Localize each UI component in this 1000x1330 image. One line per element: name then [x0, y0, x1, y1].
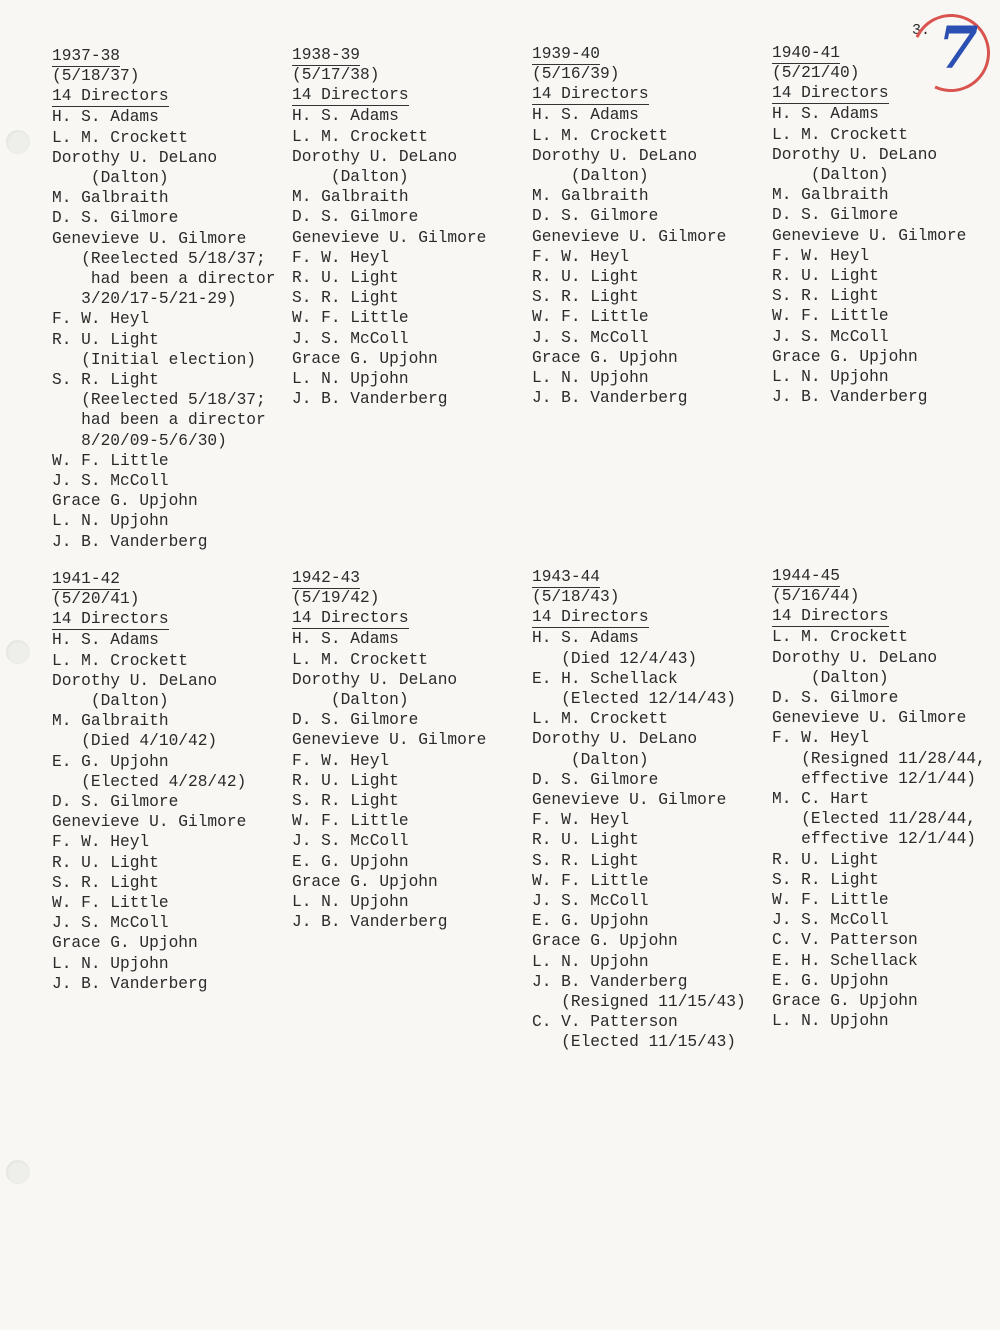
director-note: (Elected 11/28/44,	[772, 810, 976, 829]
director-name: M. Galbraith	[52, 712, 169, 731]
director-name: L. N. Upjohn	[532, 369, 649, 388]
director-note: (Dalton)	[532, 750, 649, 769]
director-name: S. R. Light	[772, 870, 879, 889]
election-date: (5/18/37)	[52, 67, 140, 86]
director-note: (Dalton)	[772, 166, 889, 185]
fiscal-year: 1941-42	[52, 570, 120, 588]
election-date: (5/18/43)	[532, 588, 620, 607]
director-name: R. U. Light	[532, 268, 639, 287]
director-column-1937-38	[52, 46, 275, 552]
director-name: D. S. Gilmore	[532, 207, 659, 226]
director-note: (Reelected 5/18/37;	[52, 391, 266, 410]
director-name: W. F. Little	[532, 308, 649, 327]
director-name: C. V. Patterson	[772, 931, 918, 950]
director-name: E. G. Upjohn	[52, 752, 169, 771]
director-name: E. G. Upjohn	[292, 852, 409, 871]
director-name: L. N. Upjohn	[532, 952, 649, 971]
director-name: Grace G. Upjohn	[532, 932, 678, 951]
director-name: C. V. Patterson	[532, 1013, 678, 1032]
directors-count: 14 Directors	[772, 607, 889, 626]
director-name: M. Galbraith	[52, 189, 169, 208]
election-date: (5/21/40)	[772, 64, 860, 83]
director-name: L. N. Upjohn	[292, 893, 409, 912]
director-name: W. F. Little	[292, 812, 409, 831]
punch-hole	[6, 1160, 30, 1184]
director-name: D. S. Gilmore	[292, 711, 419, 730]
director-name: D. S. Gilmore	[292, 208, 419, 227]
directors-count: 14 Directors	[52, 87, 169, 106]
director-note: effective 12/1/44)	[772, 769, 976, 788]
director-name: J. B. Vanderberg	[52, 532, 208, 551]
director-column-1944-45	[772, 566, 986, 1031]
director-name: J. B. Vanderberg	[292, 390, 448, 409]
director-name: M. C. Hart	[772, 790, 870, 809]
director-name: F. W. Heyl	[772, 729, 870, 748]
director-name: R. U. Light	[532, 831, 639, 850]
director-name: F. W. Heyl	[532, 247, 630, 266]
director-name: J. S. McColl	[772, 327, 889, 346]
director-name: Dorothy U. DeLano	[772, 648, 938, 667]
director-name: Grace G. Upjohn	[292, 872, 438, 891]
fiscal-year: 1937-38	[52, 47, 120, 65]
director-name: R. U. Light	[772, 267, 879, 286]
director-note: (Elected 12/14/43)	[532, 690, 736, 709]
director-name: L. M. Crockett	[532, 710, 668, 729]
director-column-1938-39	[292, 45, 486, 409]
director-name: H. S. Adams	[52, 631, 159, 650]
director-note: (Died 12/4/43)	[532, 649, 698, 668]
director-note: (Died 4/10/42)	[52, 732, 218, 751]
director-name: Genevieve U. Gilmore	[292, 731, 487, 750]
director-name: F. W. Heyl	[52, 310, 150, 329]
director-name: R. U. Light	[52, 330, 159, 349]
director-name: W. F. Little	[292, 309, 409, 328]
election-date: (5/16/44)	[772, 587, 860, 606]
director-name: R. U. Light	[292, 269, 399, 288]
election-date: (5/17/38)	[292, 66, 380, 85]
director-name: Genevieve U. Gilmore	[532, 791, 727, 810]
director-name: E. H. Schellack	[772, 951, 918, 970]
director-name: Dorothy U. DeLano	[532, 730, 698, 749]
director-name: Dorothy U. DeLano	[532, 146, 698, 165]
director-name: W. F. Little	[52, 451, 169, 470]
director-note: (Dalton)	[52, 692, 169, 711]
director-name: Dorothy U. DeLano	[52, 148, 218, 167]
director-name: Genevieve U. Gilmore	[772, 226, 967, 245]
director-name: S. R. Light	[52, 371, 159, 390]
director-note: 3/20/17-5/21-29)	[52, 290, 237, 309]
director-name: L. N. Upjohn	[52, 512, 169, 531]
election-date: (5/20/41)	[52, 590, 140, 609]
director-name: Dorothy U. DeLano	[52, 671, 218, 690]
director-name: Genevieve U. Gilmore	[772, 709, 967, 728]
fiscal-year: 1943-44	[532, 568, 600, 586]
director-name: R. U. Light	[52, 853, 159, 872]
directors-count: 14 Directors	[532, 85, 649, 104]
director-name: M. Galbraith	[772, 186, 889, 205]
director-name: H. S. Adams	[532, 629, 639, 648]
director-name: L. N. Upjohn	[52, 954, 169, 973]
director-name: S. R. Light	[772, 287, 879, 306]
director-name: S. R. Light	[292, 289, 399, 308]
director-name: L. M. Crockett	[52, 128, 188, 147]
director-name: L. M. Crockett	[532, 126, 668, 145]
directors-count: 14 Directors	[532, 608, 649, 627]
director-note: (Dalton)	[292, 168, 409, 187]
director-column-1939-40	[532, 44, 726, 408]
director-name: E. H. Schellack	[532, 669, 678, 688]
director-name: S. R. Light	[532, 851, 639, 870]
director-note: (Initial election)	[52, 350, 256, 369]
director-name: J. S. McColl	[532, 328, 649, 347]
director-column-1940-41	[772, 43, 966, 407]
director-name: J. S. McColl	[292, 329, 409, 348]
director-name: L. M. Crockett	[52, 651, 188, 670]
director-name: L. M. Crockett	[772, 125, 908, 144]
director-note: (Resigned 11/15/43)	[532, 993, 746, 1012]
director-name: Genevieve U. Gilmore	[532, 227, 727, 246]
director-name: D. S. Gilmore	[52, 793, 179, 812]
director-name: J. S. McColl	[52, 472, 169, 491]
director-name: Grace G. Upjohn	[292, 349, 438, 368]
director-name: H. S. Adams	[772, 105, 879, 124]
director-name: D. S. Gilmore	[532, 770, 659, 789]
director-name: J. B. Vanderberg	[772, 388, 928, 407]
director-note: (Resigned 11/28/44,	[772, 749, 986, 768]
director-name: J. B. Vanderberg	[532, 389, 688, 408]
director-name: J. B. Vanderberg	[532, 972, 688, 991]
election-date: (5/19/42)	[292, 589, 380, 608]
director-name: F. W. Heyl	[292, 248, 390, 267]
directors-count: 14 Directors	[292, 609, 409, 628]
director-name: L. M. Crockett	[292, 650, 428, 669]
director-name: W. F. Little	[532, 871, 649, 890]
director-name: J. S. McColl	[532, 892, 649, 911]
director-column-1942-43	[292, 568, 486, 932]
director-name: L. M. Crockett	[292, 127, 428, 146]
handwritten-page-number: 7	[938, 14, 979, 82]
director-name: J. B. Vanderberg	[52, 974, 208, 993]
director-note: (Reelected 5/18/37;	[52, 249, 266, 268]
fiscal-year: 1939-40	[532, 45, 600, 63]
director-column-1943-44	[532, 567, 746, 1053]
directors-count: 14 Directors	[52, 610, 169, 629]
director-name: R. U. Light	[772, 850, 879, 869]
director-note: (Dalton)	[292, 691, 409, 710]
director-name: E. G. Upjohn	[772, 971, 889, 990]
director-name: H. S. Adams	[292, 107, 399, 126]
director-name: H. S. Adams	[292, 630, 399, 649]
punch-hole	[6, 130, 30, 154]
director-name: D. S. Gilmore	[772, 689, 899, 708]
directors-count: 14 Directors	[292, 86, 409, 105]
election-date: (5/16/39)	[532, 65, 620, 84]
fiscal-year: 1938-39	[292, 46, 360, 64]
fiscal-year: 1940-41	[772, 44, 840, 62]
director-name: H. S. Adams	[52, 108, 159, 127]
director-name: Dorothy U. DeLano	[772, 145, 938, 164]
director-column-1941-42	[52, 569, 246, 994]
director-note: (Elected 11/15/43)	[532, 1033, 736, 1052]
director-name: F. W. Heyl	[772, 246, 870, 265]
director-name: Grace G. Upjohn	[532, 348, 678, 367]
director-name: J. B. Vanderberg	[292, 913, 448, 932]
director-name: Grace G. Upjohn	[52, 934, 198, 953]
director-note: (Dalton)	[772, 668, 889, 687]
director-name: Grace G. Upjohn	[52, 492, 198, 511]
page-number: 3.	[912, 22, 931, 39]
director-name: F. W. Heyl	[52, 833, 150, 852]
director-name: W. F. Little	[772, 307, 889, 326]
director-name: S. R. Light	[52, 873, 159, 892]
director-note: (Elected 4/28/42)	[52, 772, 247, 791]
director-name: E. G. Upjohn	[532, 912, 649, 931]
director-name: D. S. Gilmore	[52, 209, 179, 228]
director-name: R. U. Light	[292, 771, 399, 790]
director-name: J. S. McColl	[772, 911, 889, 930]
director-name: Grace G. Upjohn	[772, 992, 918, 1011]
director-note: effective 12/1/44)	[772, 830, 976, 849]
director-note: (Dalton)	[52, 169, 169, 188]
director-name: W. F. Little	[772, 891, 889, 910]
director-note: had been a director	[52, 411, 266, 430]
director-name: F. W. Heyl	[292, 751, 390, 770]
director-name: Genevieve U. Gilmore	[292, 228, 487, 247]
fiscal-year: 1942-43	[292, 569, 360, 587]
punch-hole	[6, 640, 30, 664]
directors-count: 14 Directors	[772, 84, 889, 103]
director-note: (Dalton)	[532, 167, 649, 186]
director-note: 8/20/09-5/6/30)	[52, 431, 227, 450]
director-name: Grace G. Upjohn	[772, 347, 918, 366]
director-name: H. S. Adams	[532, 106, 639, 125]
director-name: L. N. Upjohn	[292, 370, 409, 389]
director-name: Genevieve U. Gilmore	[52, 229, 247, 248]
director-name: J. S. McColl	[292, 832, 409, 851]
director-name: W. F. Little	[52, 894, 169, 913]
director-name: S. R. Light	[292, 792, 399, 811]
director-name: F. W. Heyl	[532, 811, 630, 830]
director-name: L. N. Upjohn	[772, 1012, 889, 1031]
director-name: M. Galbraith	[292, 188, 409, 207]
director-name: D. S. Gilmore	[772, 206, 899, 225]
director-name: Dorothy U. DeLano	[292, 670, 458, 689]
director-name: Genevieve U. Gilmore	[52, 813, 247, 832]
director-name: S. R. Light	[532, 288, 639, 307]
director-name: Dorothy U. DeLano	[292, 147, 458, 166]
director-note: had been a director	[52, 270, 276, 289]
director-name: M. Galbraith	[532, 187, 649, 206]
director-name: L. M. Crockett	[772, 628, 908, 647]
director-name: J. S. McColl	[52, 914, 169, 933]
fiscal-year: 1944-45	[772, 567, 840, 585]
director-name: L. N. Upjohn	[772, 368, 889, 387]
